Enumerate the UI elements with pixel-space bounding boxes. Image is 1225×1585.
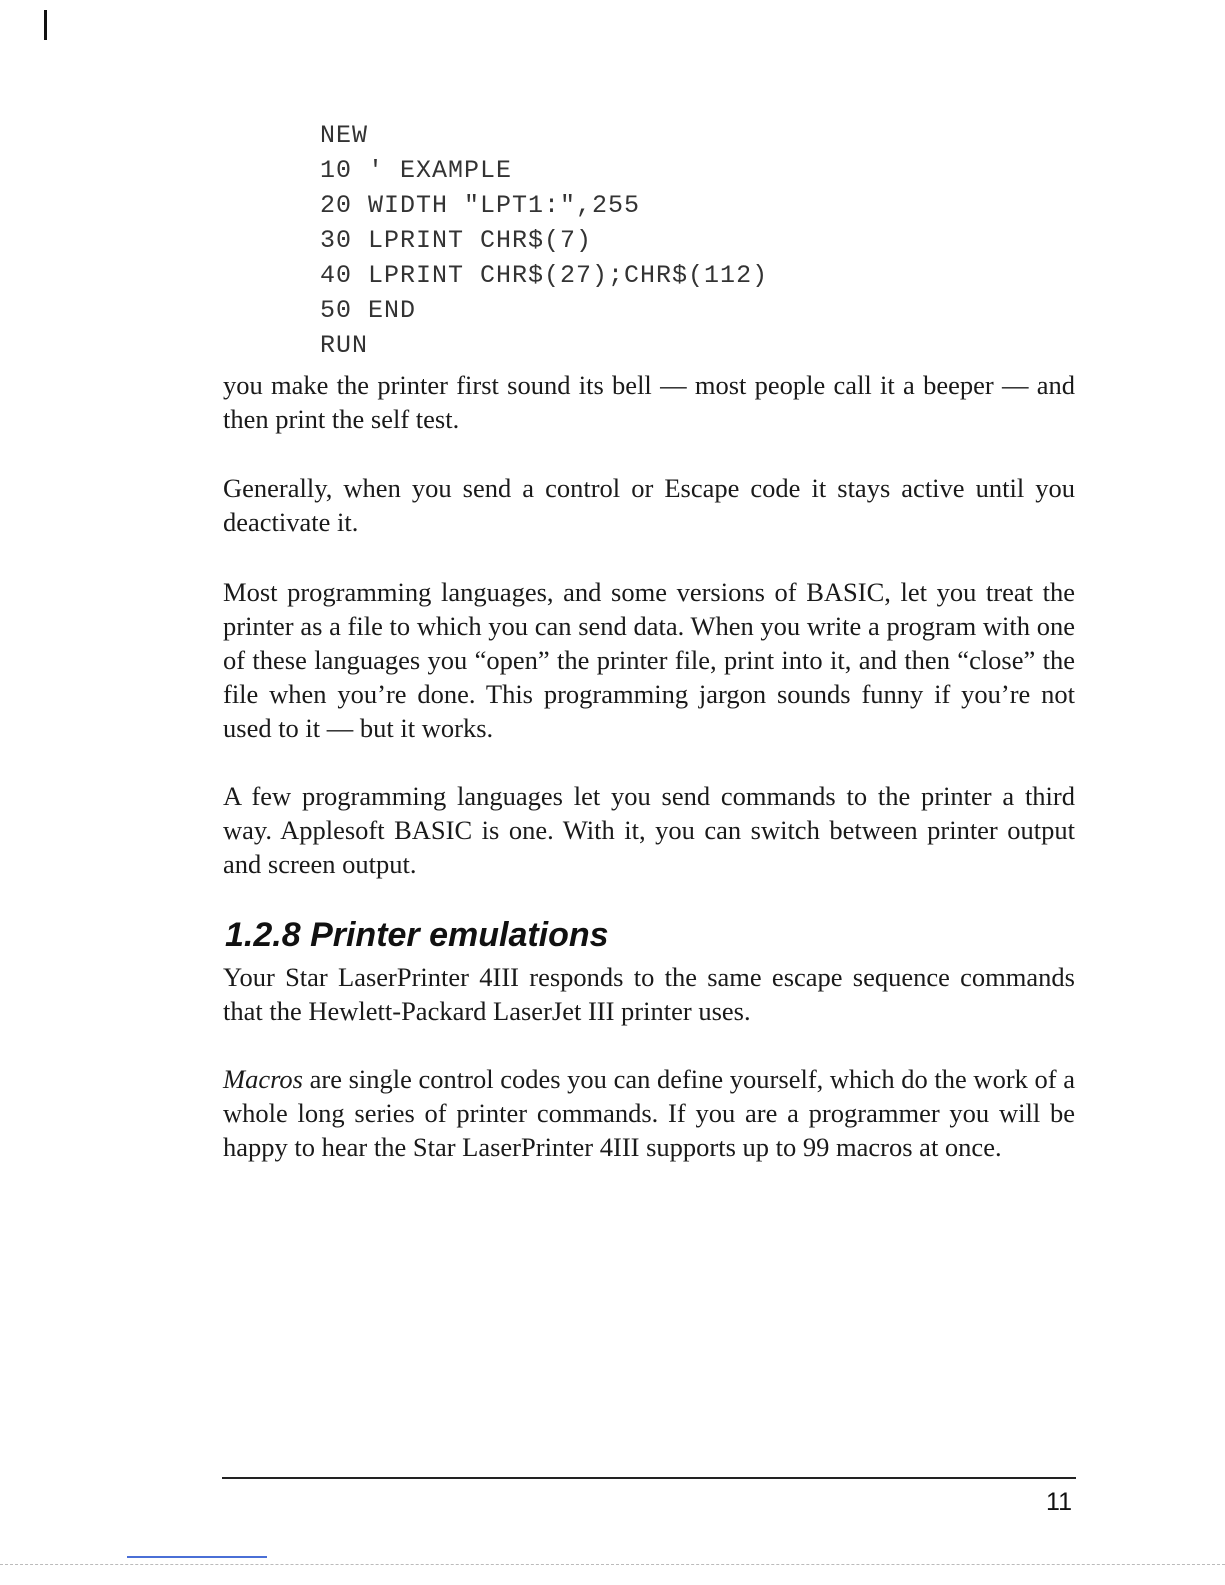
paragraph-printer-as-file: Most programming languages, and some versions of BASIC, let you treat the printer as a file to which you can send data. When you write a program with one of these languages you “open” the printer file, print into it, and then “close” the file when you’re done. This programming jargon sounds funny if you’re not used to it — but it works.: [223, 577, 1075, 743]
section-heading: 1.2.8 Printer emulations: [225, 916, 609, 954]
macros-term: Macros: [223, 1064, 303, 1094]
code-line: NEW: [320, 121, 369, 150]
paragraph-control-codes: Generally, when you send a control or Escape code it stays active until you deactivate it.: [223, 473, 1075, 537]
paragraph-macros: [223, 1062, 1075, 1164]
code-line: 20 WIDTH "LPT1:",255: [320, 191, 641, 220]
scan-mark: [127, 1556, 267, 1558]
code-line: RUN: [320, 331, 369, 360]
code-listing: [320, 118, 768, 363]
paragraph-hp-emulation: Your Star LaserPrinter 4III responds to the same escape sequence commands that the Hewlett-Packard LaserJet III printer uses.: [223, 962, 1075, 1026]
page-number: 11: [1046, 1488, 1072, 1516]
code-line: 10 ' EXAMPLE: [320, 156, 513, 185]
footer-rule: [222, 1477, 1076, 1479]
paragraph-beeper: you make the printer first sound its bell — most people call it a beeper — and then print the self test.: [223, 370, 1075, 434]
code-line: 30 LPRINT CHR$(7): [320, 226, 593, 255]
macros-description: are single control codes you can define yourself, which do the work of a whole long series of printer commands. If you are a programmer you will be happy to hear the Star LaserPrinter 4III supports up to 99 macros at once.: [223, 1064, 1075, 1162]
code-line: 40 LPRINT CHR$(27);CHR$(112): [320, 261, 769, 290]
paragraph-applesoft: A few programming languages let you send commands to the printer a third way. Applesoft BASIC is one. With it, you can switch between printer output and screen output.: [223, 781, 1075, 879]
margin-change-bar: [44, 10, 47, 40]
scan-edge-line: [0, 1564, 1225, 1565]
code-line: 50 END: [320, 296, 417, 325]
